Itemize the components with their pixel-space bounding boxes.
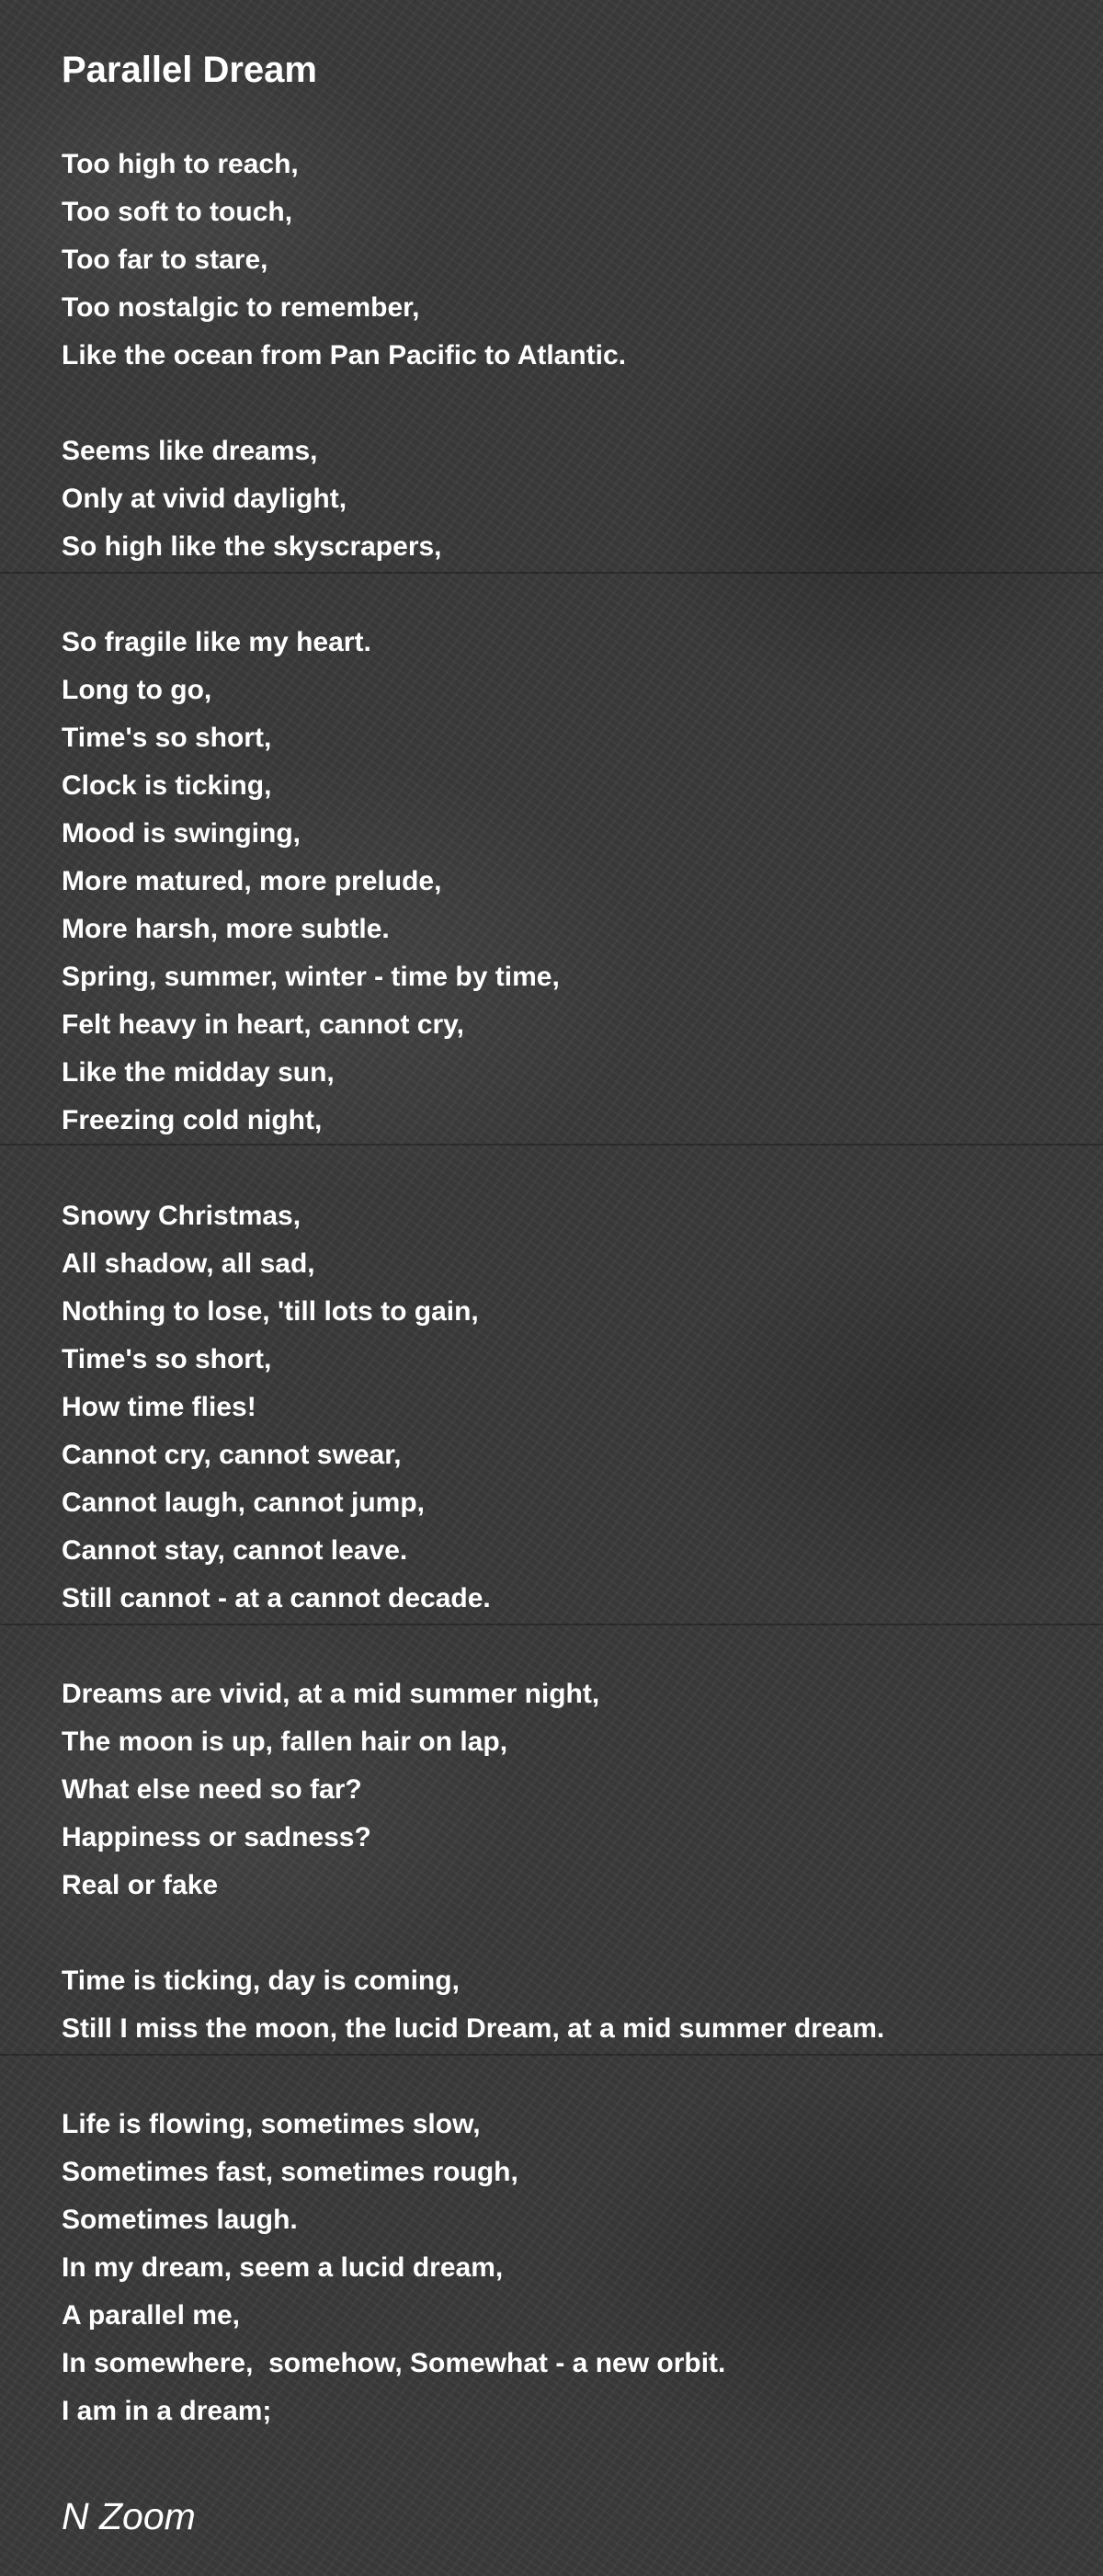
poem-line: Long to go, <box>62 675 212 705</box>
poem-line: Snowy Christmas, <box>62 1201 301 1231</box>
poem-line: Like the ocean from Pan Pacific to Atlantic. <box>62 340 627 370</box>
poem-line: Still cannot - at a cannot decade. <box>62 1583 491 1613</box>
poem-line: Time's so short, <box>62 723 272 753</box>
poem-line: Too nostalgic to remember, <box>62 292 420 323</box>
poem-line: Cannot stay, cannot leave. <box>62 1535 408 1566</box>
poem-line: Only at vivid daylight, <box>62 484 347 514</box>
poem-line: Happiness or sadness? <box>62 1822 371 1852</box>
poem-stanza <box>62 1957 1073 2053</box>
poem-stanza <box>62 1670 1073 1909</box>
poem-line: Too far to stare, <box>62 245 268 275</box>
poem-line: Nothing to lose, 'till lots to gain, <box>62 1296 479 1327</box>
poem-line: Freezing cold night, <box>62 1105 323 1135</box>
poem-line: So high like the skyscrapers, <box>62 531 442 562</box>
poem-line: More harsh, more subtle. <box>62 914 390 944</box>
poem-line: All shadow, all sad, <box>62 1248 315 1279</box>
poem-line: Cannot cry, cannot swear, <box>62 1440 402 1470</box>
poem-stanza <box>62 141 1073 380</box>
poem-line: Time's so short, <box>62 1344 272 1374</box>
poem-line: What else need so far? <box>62 1774 362 1805</box>
poem-line: So fragile like my heart. <box>62 627 371 657</box>
poem-line: Spring, summer, winter - time by time, <box>62 962 560 992</box>
poem-line: More matured, more prelude, <box>62 866 442 896</box>
poem-line: Dreams are vivid, at a mid summer night, <box>62 1679 600 1709</box>
poem-line: I am in a dream; <box>62 2396 272 2426</box>
poem-line: The moon is up, fallen hair on lap, <box>62 1727 508 1757</box>
poem-line: Cannot laugh, cannot jump, <box>62 1487 425 1518</box>
poem-line: Seems like dreams, <box>62 436 318 466</box>
poem-line: Real or fake <box>62 1870 219 1900</box>
poem-line: Life is flowing, sometimes slow, <box>62 2109 481 2139</box>
poem-line: Time is ticking, day is coming, <box>62 1966 460 1996</box>
poem-line: Sometimes fast, sometimes rough, <box>62 2157 518 2187</box>
poem-line: A parallel me, <box>62 2300 240 2331</box>
poem-line: Too soft to touch, <box>62 197 293 227</box>
poem-line: Felt heavy in heart, cannot cry, <box>62 1009 464 1040</box>
poem-stanza <box>62 1192 1073 1623</box>
poem-line: Sometimes laugh. <box>62 2205 298 2235</box>
poem-line: Too high to reach, <box>62 149 299 179</box>
poem-stanza <box>62 427 1073 571</box>
poem-stanza <box>62 619 1073 1145</box>
poem-container <box>62 46 1073 2540</box>
poem-body <box>62 141 1073 2435</box>
poem-line: In somewhere, somehow, Somewhat - a new orbit. <box>62 2348 726 2378</box>
poem-line: Clock is ticking, <box>62 770 272 801</box>
poem-title: Parallel Dream <box>62 50 317 90</box>
poem-stanza <box>62 2101 1073 2435</box>
poem-line: How time flies! <box>62 1392 256 1422</box>
poem-line: Mood is swinging, <box>62 818 301 849</box>
poem-author: N Zoom <box>62 2495 196 2537</box>
poem-line: Like the midday sun, <box>62 1057 335 1088</box>
poem-line: Still I miss the moon, the lucid Dream, at a mid summer dream. <box>62 2013 885 2044</box>
poem-line: In my dream, seem a lucid dream, <box>62 2252 504 2283</box>
